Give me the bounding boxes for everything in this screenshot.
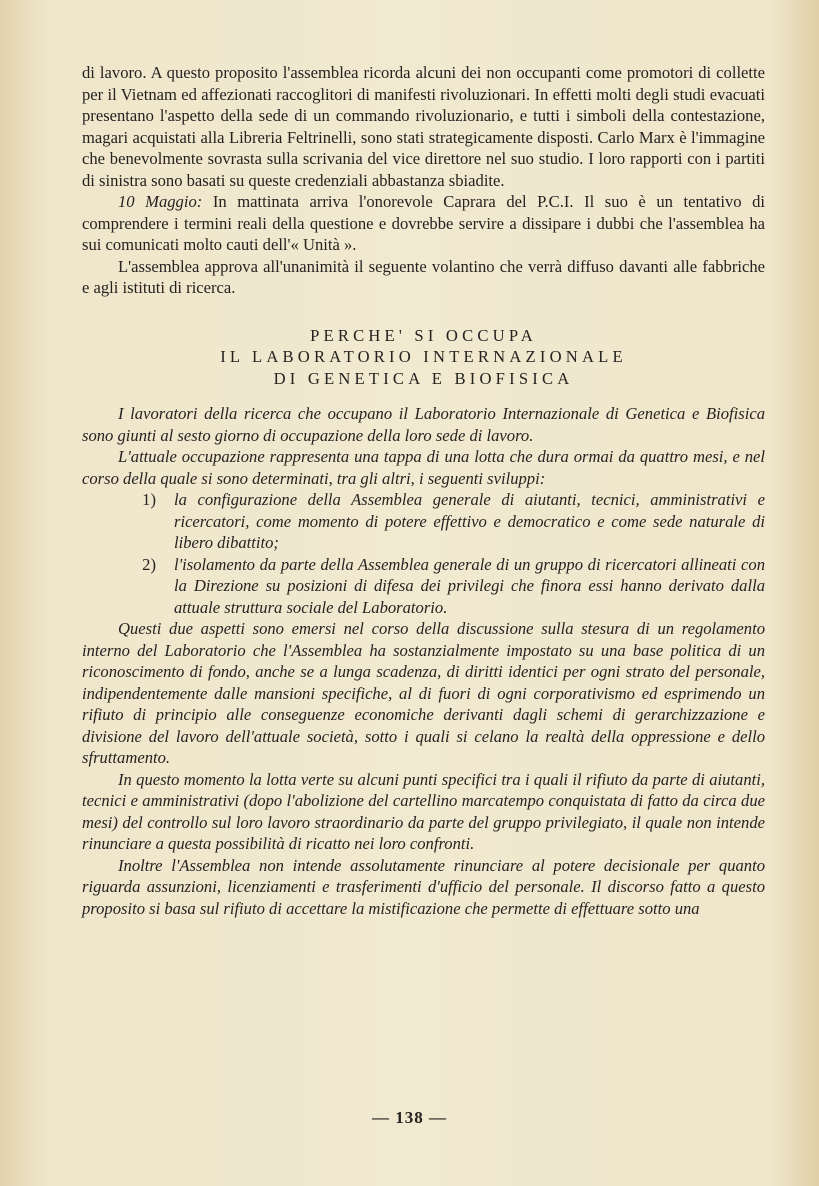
date-entry-text: In mattinata arriva l'onorevole Caprara del P.C.I. Il suo è un tentativo di comprendere i termini reali della questione e dovrebbe servire a dissipare i dubbi che l'assemblea ha sui comunicati molto cauti dell'« Unità ». [82,192,765,254]
list-item-number: 1) [142,490,156,509]
leaflet-paragraph-1: I lavoratori della ricerca che occupano il Laboratorio Internazionale di Genetica e Biofisica sono giunti al sesto giorno di occupazione della loro sede di lavoro. [82,404,765,445]
list-item [82,489,765,554]
leaflet-paragraph-5: Inoltre l'Assemblea non intende assolutamente rinunciare al potere decisionale per quanto riguarda assunzioni, licenziamenti e trasferimenti d'ufficio del personale. Il discorso fatto a questo proposito si basa sul rifiuto di accettare la mistificazione che permette di effettuare sotto una [82,855,765,918]
list-item-text: la configurazione della Assemblea generale di aiutanti, tecnici, amministrativi e ricercatori, come momento di potere effettivo e democratico e come sede naturale di libero dibattito; [174,490,765,552]
leaflet-paragraph-4: In questo momento la lotta verte su alcuni punti specifici tra i quali il rifiuto da parte di aiutanti, tecnici e amministrativi (dopo l'abolizione del cartellino marcatempo conquistata di fatto da circa due mesi) del controllo sul loro lavoro straordinario da parte del gruppo privilegiato, il quale non intende rinunciare a questa possibilità di ricatto nei loro confronti. [82,769,765,853]
date-label: 10 Maggio: [118,192,203,211]
list-item-number: 2) [142,554,156,574]
leaflet-body [82,403,765,919]
leaflet-title-line-2: IL LABORATORIO INTERNAZIONALE [220,347,627,366]
leaflet-list [82,489,765,618]
intro-paragraph-3: L'assemblea approva all'unanimità il seguente volantino che verrà diffuso davanti alle fabbriche e agli istituti di ricerca. [82,256,765,297]
intro-paragraph-2 [82,191,765,256]
intro-paragraph-1: di lavoro. A questo proposito l'assemblea ricorda alcuni dei non occupanti come promotori di collette per il Vietnam ed affezionati raccoglitori di manifesti rivoluzionari. In effetti molti degli studi evacuati presentano l'aspetto della sede di un commando rivoluzionario, e tutti i simboli della contestazione, magari acquistati alla Libreria Feltrinelli, sono stati strategicamente disposti. Carlo Marx è l'immagine che benevolmente sovrasta sulla scrivania del vice direttore nel suo studio. I loro rapporti con i partiti di sinistra sono basati su queste credenziali abbastanza sbiadite. [82,63,765,190]
leaflet-paragraph-2: L'attuale occupazione rappresenta una tappa di una lotta che dura ormai da quattro mesi, e nel corso della quale si sono determinati, tra gli altri, i seguenti sviluppi: [82,447,765,488]
page-body [82,62,765,919]
list-item [82,554,765,619]
leaflet-paragraph-3: Questi due aspetti sono emersi nel corso della discussione sulla stesura di un regolamento interno del Laboratorio che l'Assemblea ha sostanzialmente impostato su una base politica di un riconoscimento di fondo, anche se a lunga scadenza, di diritti identici per ogni strato del personale, indipendentemente dalle mansioni specifiche, al di fuori di ogni corporativismo ed esprimendo un rifiuto di principio alle conseguenze economiche derivanti dagli schemi di gerarchizzazione e divisione del lavoro dell'attuale società, sotto i quali si celano la realtà della oppressione e dello sfruttamento. [82,619,765,767]
leaflet-title-line-3: DI GENETICA E BIOFISICA [273,368,574,388]
leaflet-title-line-1: PERCHE' SI OCCUPA [310,325,537,345]
page-number: — 138 — [372,1108,447,1127]
leaflet-title [82,325,765,390]
list-item-text: l'isolamento da parte della Assemblea generale di un gruppo di ricercatori allineati con la Direzione su posizioni di difesa dei privilegi che finora essi hanno derivato dalla attuale struttura sociale del Laboratorio. [174,554,765,617]
